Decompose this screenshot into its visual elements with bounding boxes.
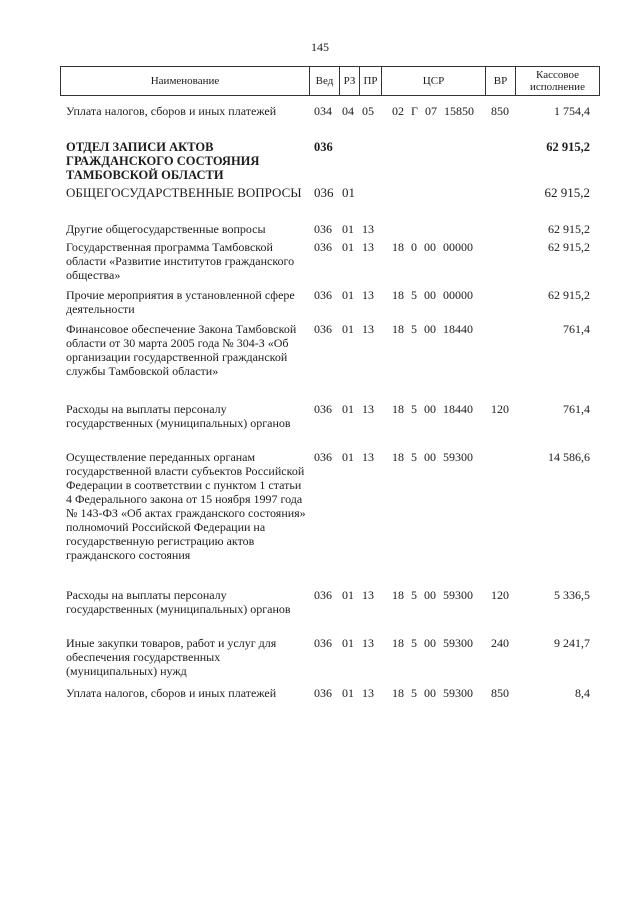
row-sum: 761,4 — [563, 322, 590, 336]
header-csr: ЦСР — [381, 67, 485, 95]
row-sum: 14 586,6 — [548, 450, 590, 464]
row-name: Уплата налогов, сборов и иных платежей — [66, 104, 277, 118]
row-csr: 18 5 00 59300 — [392, 588, 473, 602]
row-sum: 761,4 — [563, 402, 590, 416]
row-ved: 036 — [314, 288, 332, 302]
row-sum: 62 915,2 — [548, 222, 590, 236]
row-sum: 8,4 — [575, 686, 590, 700]
row-ved: 036 — [314, 140, 333, 154]
row-name: Прочие мероприятия в установленной сфере деятельности — [66, 288, 295, 316]
row-ved: 036 — [314, 402, 332, 416]
row-sum: 62 915,2 — [546, 140, 590, 154]
row-name: ОБЩЕГОСУДАРСТВЕННЫЕ ВОПРОСЫ — [66, 185, 302, 200]
row-ved: 034 — [314, 104, 332, 118]
row-csr: 18 5 00 59300 — [392, 686, 473, 700]
row-vr: 850 — [491, 686, 509, 700]
row-pr: 13 — [362, 686, 374, 700]
header-sum: Кассовое исполнение — [515, 67, 599, 95]
row-name: ОТДЕЛ ЗАПИСИ АКТОВ ГРАЖДАНСКОГО СОСТОЯНИЯ ТАМБОВСКОЙ ОБЛАСТИ — [66, 140, 260, 182]
row-pr: 13 — [362, 322, 374, 336]
row-rz: 01 — [342, 322, 354, 336]
row-rz: 04 — [342, 104, 354, 118]
row-csr: 18 5 00 18440 — [392, 322, 473, 336]
header-vr: ВР — [485, 67, 515, 95]
row-name: Финансовое обеспечение Закона Тамбовской области от 30 марта 2005 года № 304-З «Об организации государственной гражданской службы Тамбовской области» — [66, 322, 297, 378]
row-sum: 62 915,2 — [544, 185, 590, 200]
row-rz: 01 — [342, 588, 354, 602]
row-rz: 01 — [342, 402, 354, 416]
page-number: 145 — [311, 40, 329, 54]
header-ved: Вед — [309, 67, 339, 95]
row-pr: 13 — [362, 240, 374, 254]
row-sum: 1 754,4 — [554, 104, 590, 118]
row-rz: 01 — [342, 636, 354, 650]
table-header — [60, 66, 600, 96]
row-csr: 18 5 00 00000 — [392, 288, 473, 302]
row-pr: 13 — [362, 588, 374, 602]
row-ved: 036 — [314, 322, 332, 336]
row-ved: 036 — [314, 185, 334, 200]
row-vr: 120 — [491, 402, 509, 416]
row-ved: 036 — [314, 240, 332, 254]
row-rz: 01 — [342, 288, 354, 302]
row-sum: 62 915,2 — [548, 240, 590, 254]
row-csr: 18 5 00 59300 — [392, 636, 473, 650]
row-ved: 036 — [314, 450, 332, 464]
row-pr: 13 — [362, 288, 374, 302]
row-sum: 5 336,5 — [554, 588, 590, 602]
row-vr: 240 — [491, 636, 509, 650]
row-name: Осуществление переданных органам государственной власти субъектов Российской Федерации в соответствии с пунктом 1 статьи 4 Федерального закона от 15 ноября 1997 года № 143-ФЗ «Об актах гражданского состояния» полномочий Российской Федерации на государственную регистрацию актов гражданского состояния — [66, 450, 306, 562]
header-rz: РЗ — [339, 67, 359, 95]
row-rz: 01 — [342, 222, 354, 236]
row-rz: 01 — [342, 185, 355, 200]
row-vr: 850 — [491, 104, 509, 118]
row-ved: 036 — [314, 222, 332, 236]
row-name: Иные закупки товаров, работ и услуг для обеспечения государственных (муниципальных) нужд — [66, 636, 277, 678]
row-name: Расходы на выплаты персоналу государственных (муниципальных) органов — [66, 402, 291, 430]
row-pr: 13 — [362, 636, 374, 650]
row-ved: 036 — [314, 588, 332, 602]
row-pr: 13 — [362, 450, 374, 464]
row-sum: 9 241,7 — [554, 636, 590, 650]
row-name: Уплата налогов, сборов и иных платежей — [66, 686, 277, 700]
row-pr: 13 — [362, 222, 374, 236]
row-pr: 05 — [362, 104, 374, 118]
row-ved: 036 — [314, 686, 332, 700]
row-name: Другие общегосударственные вопросы — [66, 222, 266, 236]
row-name: Государственная программа Тамбовской области «Развитие институтов гражданского общества» — [66, 240, 295, 282]
row-rz: 01 — [342, 686, 354, 700]
row-pr: 13 — [362, 402, 374, 416]
row-ved: 036 — [314, 636, 332, 650]
row-vr: 120 — [491, 588, 509, 602]
row-rz: 01 — [342, 240, 354, 254]
header-name: Наименование — [150, 75, 220, 87]
row-csr: 02 Г 07 15850 — [392, 104, 474, 118]
row-csr: 18 5 00 18440 — [392, 402, 473, 416]
header-pr: ПР — [359, 67, 381, 95]
row-rz: 01 — [342, 450, 354, 464]
row-csr: 18 0 00 00000 — [392, 240, 473, 254]
row-name: Расходы на выплаты персоналу государственных (муниципальных) органов — [66, 588, 291, 616]
row-csr: 18 5 00 59300 — [392, 450, 473, 464]
row-sum: 62 915,2 — [548, 288, 590, 302]
